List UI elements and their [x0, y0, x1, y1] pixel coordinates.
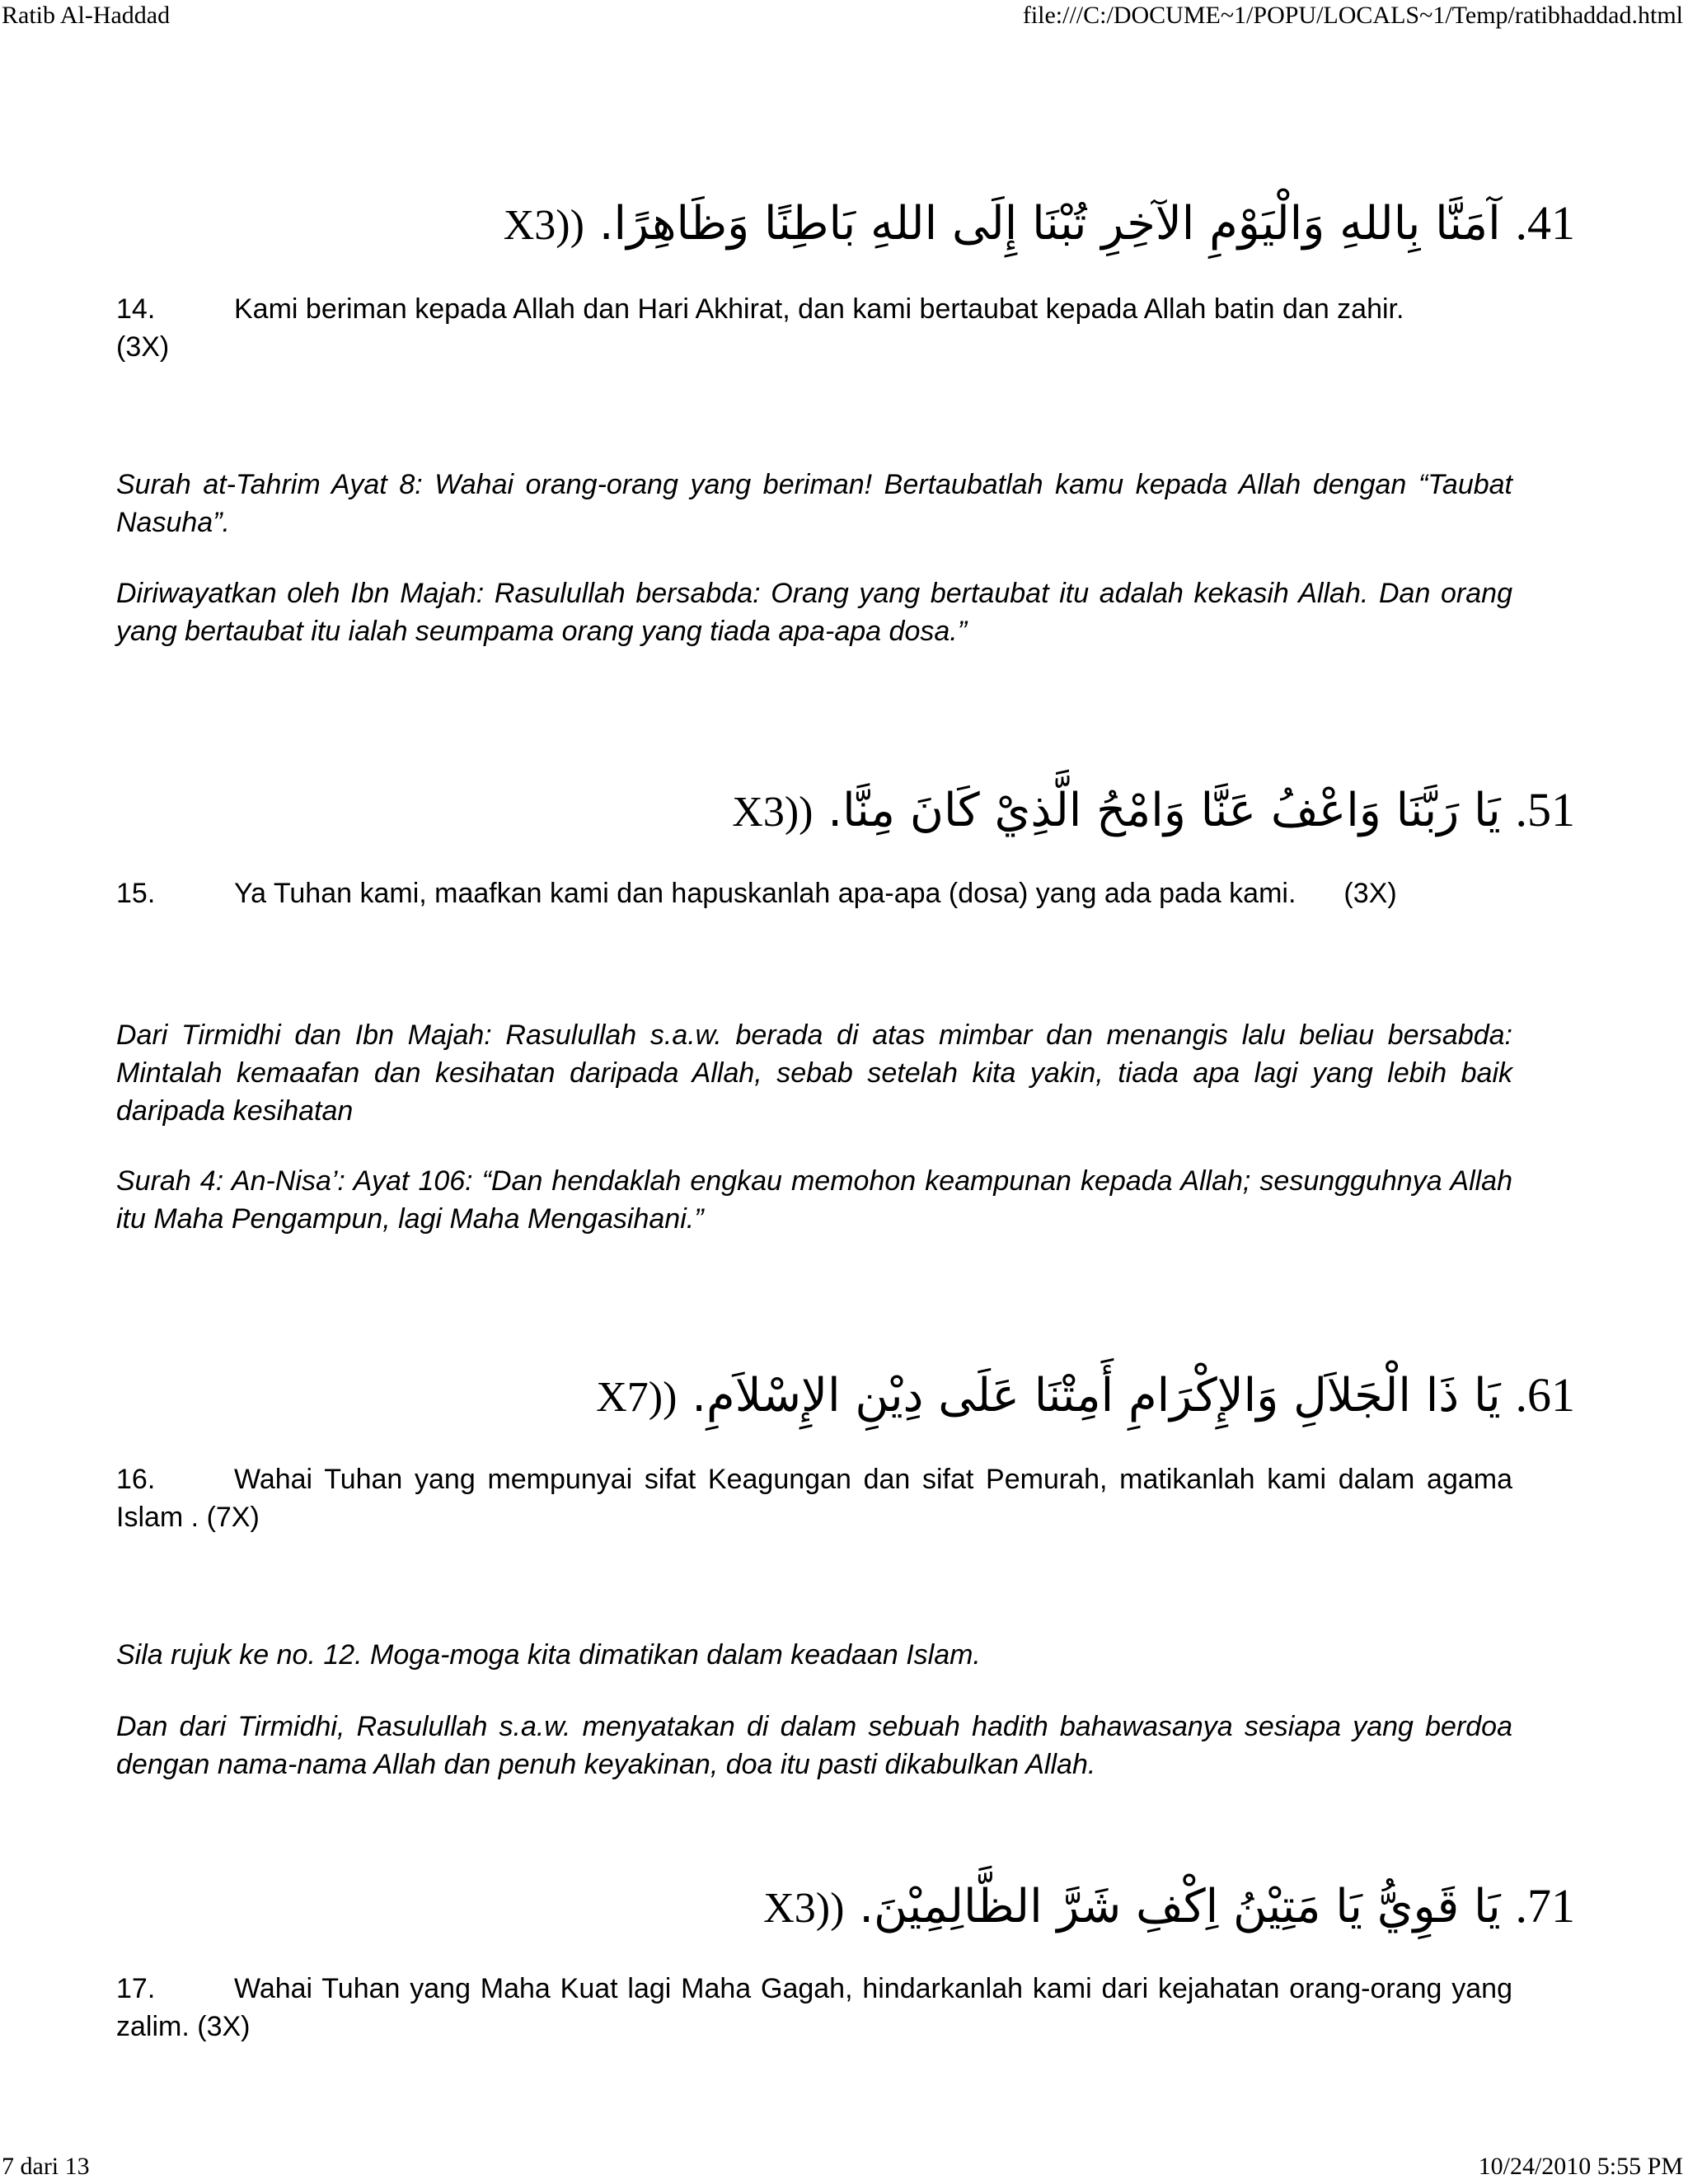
arabic-text: يَا رَبَّنَا وَاعْفُ عَنَّا وَامْحُ الَّذِيْ كَانَ مِنَّا.: [828, 784, 1501, 837]
translation-text: Wahai Tuhan yang mempunyai sifat Keagungan dan sifat Pemurah, matikanlah kami dalam agama Islam .: [116, 1464, 1512, 1533]
print-footer-datetime: 10/24/2010 5:55 PM: [1478, 2153, 1683, 2180]
commentary-16-2: Dan dari Tirmidhi, Rasulullah s.a.w. menyatakan di dalam sebuah hadith bahawasanya sesiapa yang berdoa dengan nama-nama Allah dan penuh keyakinan, doa itu pasti dikabulkan Allah.: [116, 1711, 1512, 1780]
repeat-count: ((7X: [596, 1374, 678, 1421]
translation-text: Ya Tuhan kami, maafkan kami dan hapuskanlah apa-apa (dosa) yang ada pada kami.: [234, 878, 1296, 909]
repeat-count: ((3X: [732, 789, 814, 836]
verse-number: 15.: [1515, 783, 1575, 837]
arabic-text: يَا قَوِيُّ يَا مَتِيْنُ اِكْفِ شَرَّ الظَّالِمِيْنَ.: [859, 1880, 1501, 1933]
arabic-text: يَا ذَا الْجَلاَلِ وَالإِكْرَامِ أَمِتْنَا عَلَى دِيْنِ الإِسْلاَمِ.: [692, 1369, 1501, 1422]
repeat-count: ((3X: [763, 1885, 845, 1932]
print-header-title: Ratib Al-Haddad: [2, 2, 171, 29]
translation-text: Kami beriman kepada Allah dan Hari Akhirat, dan kami bertaubat kepada Allah batin dan zahir.: [234, 293, 1404, 325]
translation-17: [116, 1970, 1512, 2046]
verse-number: 16.: [1515, 1368, 1575, 1422]
commentary-14-1: Surah at-Tahrim Ayat 8: Wahai orang-orang yang beriman! Bertaubatlah kamu kepada Allah dengan “Taubat Nasuha”.: [116, 469, 1512, 538]
commentary-14-2: Diriwayatkan oleh Ibn Majah: Rasulullah bersabda: Orang yang bertaubat itu adalah kekasih Allah. Dan orang yang bertaubat itu ialah seumpama orang yang tiada apa-apa dosa.”: [116, 578, 1512, 647]
arabic-text: آمَنَّا بِاللهِ وَالْيَوْمِ الآخِرِ تُبْنَا إِلَى اللهِ بَاطِنًا وَظَاهِرًا.: [598, 197, 1501, 251]
translation-16: [116, 1460, 1512, 1536]
arabic-verse-15: [732, 783, 1575, 837]
translation-14: [116, 290, 1512, 366]
translation-number: 14.: [116, 293, 156, 325]
print-header-url: file:///C:/DOCUME~1/POPU/LOCALS~1/Temp/ratibhaddad.html: [1022, 2, 1683, 29]
translation-repeat: (3X): [1343, 878, 1397, 909]
arabic-verse-17: [763, 1879, 1575, 1933]
commentary-15-2: Surah 4: An-Nisa’: Ayat 106: “Dan hendaklah engkau memohon keampunan kepada Allah; sesungguhnya Allah itu Maha Pengampun, lagi Maha Mengasihani.”: [116, 1165, 1512, 1235]
print-footer-page: 7 dari 13: [2, 2153, 90, 2180]
verse-number: 14.: [1515, 196, 1575, 250]
translation-number: 15.: [116, 878, 156, 909]
translation-repeat: (7X): [206, 1502, 260, 1533]
arabic-verse-16: [596, 1368, 1575, 1422]
repeat-count: ((3X: [503, 202, 584, 249]
translation-15: [116, 874, 1512, 912]
translation-repeat: (3X): [197, 2011, 251, 2042]
translation-text: Wahai Tuhan yang Maha Kuat lagi Maha Gagah, hindarkanlah kami dari kejahatan orang-orang yang zalim.: [116, 1973, 1512, 2042]
translation-repeat: (3X): [116, 331, 170, 363]
translation-number: 17.: [116, 1973, 156, 2004]
commentary-15-1: Dari Tirmidhi dan Ibn Majah: Rasulullah s.a.w. berada di atas mimbar dan menangis lalu beliau bersabda: Mintalah kemaafan dan kesihatan daripada Allah, sebab setelah kita yakin, tiada apa lagi yang lebih baik daripada kesihatan: [116, 1019, 1512, 1127]
commentary-16-1: Sila rujuk ke no. 12. Moga-moga kita dimatikan dalam keadaan Islam.: [116, 1639, 981, 1671]
translation-number: 16.: [116, 1464, 156, 1495]
verse-number: 17.: [1515, 1879, 1575, 1933]
arabic-verse-14: [503, 196, 1575, 251]
